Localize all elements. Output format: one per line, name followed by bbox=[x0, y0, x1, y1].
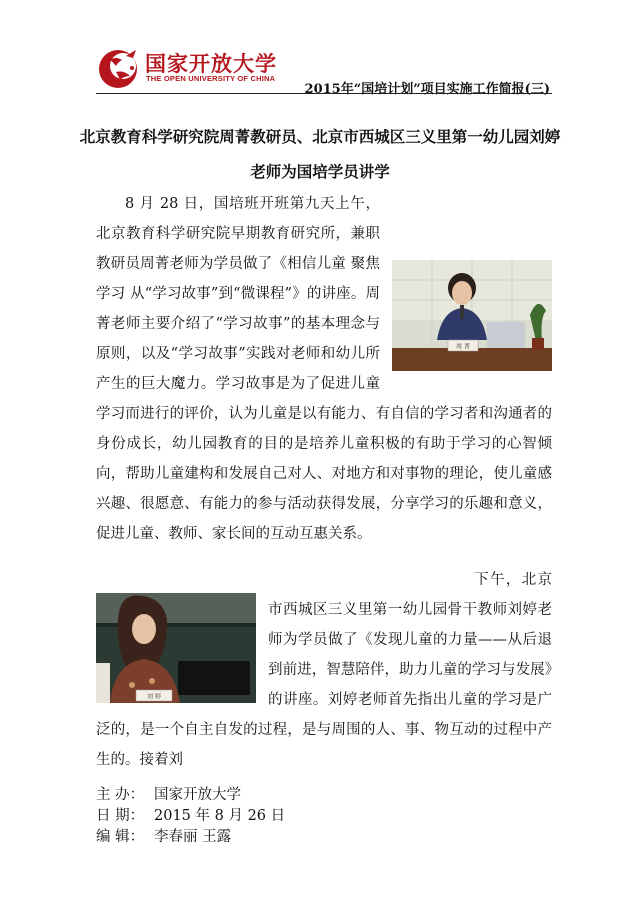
university-logo bbox=[96, 46, 144, 90]
paragraph-1-text: 8 月 28 日，国培班开班第九天上午，北京教育科学研究院早期教育研究所，兼职教研员周菁老师为学员做了《相信儿童 聚焦学习 从“学习故事”到“微课程”》的讲座。周菁老师主要介绍了“学习故事”的基本理念与原则，以及“学习故事”实践对老师和幼儿所产生的巨大魔力。学习故事是为了促进儿童学习而进行的评价，认为儿童是以有能力、有自信的学习者和沟通者的身份成长，幼儿园教育的目的是培养儿童积极的有助于学习的心智倾向，帮助儿童建构和发展自己对人、对地方和对事物的理论，使儿童感兴趣、很愿意、有能力的参与活动获得发展，分享学习的乐趣和意义，促进儿童、教师、家长间的互动互惠关系。 bbox=[96, 196, 552, 542]
host-label: 主 办： bbox=[96, 787, 145, 803]
issue-title: 2015年“国培计划”项目实施工作简报(三) bbox=[304, 82, 550, 97]
date-row bbox=[96, 806, 496, 827]
page-header bbox=[96, 40, 554, 100]
article-title bbox=[70, 120, 570, 190]
nameplate-liu: 刘 婷 bbox=[147, 693, 161, 701]
article-title-line2: 老师为国培学员讲学 bbox=[250, 163, 390, 181]
host-value: 国家开放大学 bbox=[154, 787, 241, 803]
lecture-photo-liu-image bbox=[96, 593, 256, 703]
date-value: 2015 年 8 月 26 日 bbox=[154, 808, 286, 824]
org-name-cn: 国家开放大学 bbox=[145, 52, 277, 76]
editor-row bbox=[96, 827, 496, 848]
date-label: 日 期： bbox=[96, 808, 145, 824]
host-row bbox=[96, 785, 496, 806]
org-name-en: THE OPEN UNIVERSITY OF CHINA bbox=[146, 74, 276, 83]
editor-label: 编 辑： bbox=[96, 829, 145, 845]
header-divider bbox=[96, 93, 552, 94]
article-paragraph-1 bbox=[96, 189, 552, 549]
nameplate-zhou: 周 菁 bbox=[456, 343, 470, 351]
lecture-photo-zhou bbox=[392, 260, 552, 371]
colophon bbox=[96, 785, 496, 848]
article-title-line1: 北京教育科学研究院周菁教研员、北京市西城区三义里第一幼儿园刘婷 bbox=[79, 128, 561, 146]
article-paragraph-2 bbox=[96, 565, 552, 775]
paragraph-2-text: 下午，北京市西城区三义里第一幼儿园骨干教师刘婷老师为学员做了《发现儿童的力量——从后退到前进，智慧陪伴，助力儿童的学习与发展》的讲座。刘婷老师首先指出儿童的学习是广泛的，是一个自主自发的过程，是与周围的人、事、物互动的过程中产生的。接着刘 bbox=[96, 572, 552, 768]
lecture-photo-zhou-image bbox=[392, 260, 552, 371]
editor-value: 李春丽 王露 bbox=[154, 829, 232, 845]
lecture-photo-liu bbox=[96, 593, 256, 703]
